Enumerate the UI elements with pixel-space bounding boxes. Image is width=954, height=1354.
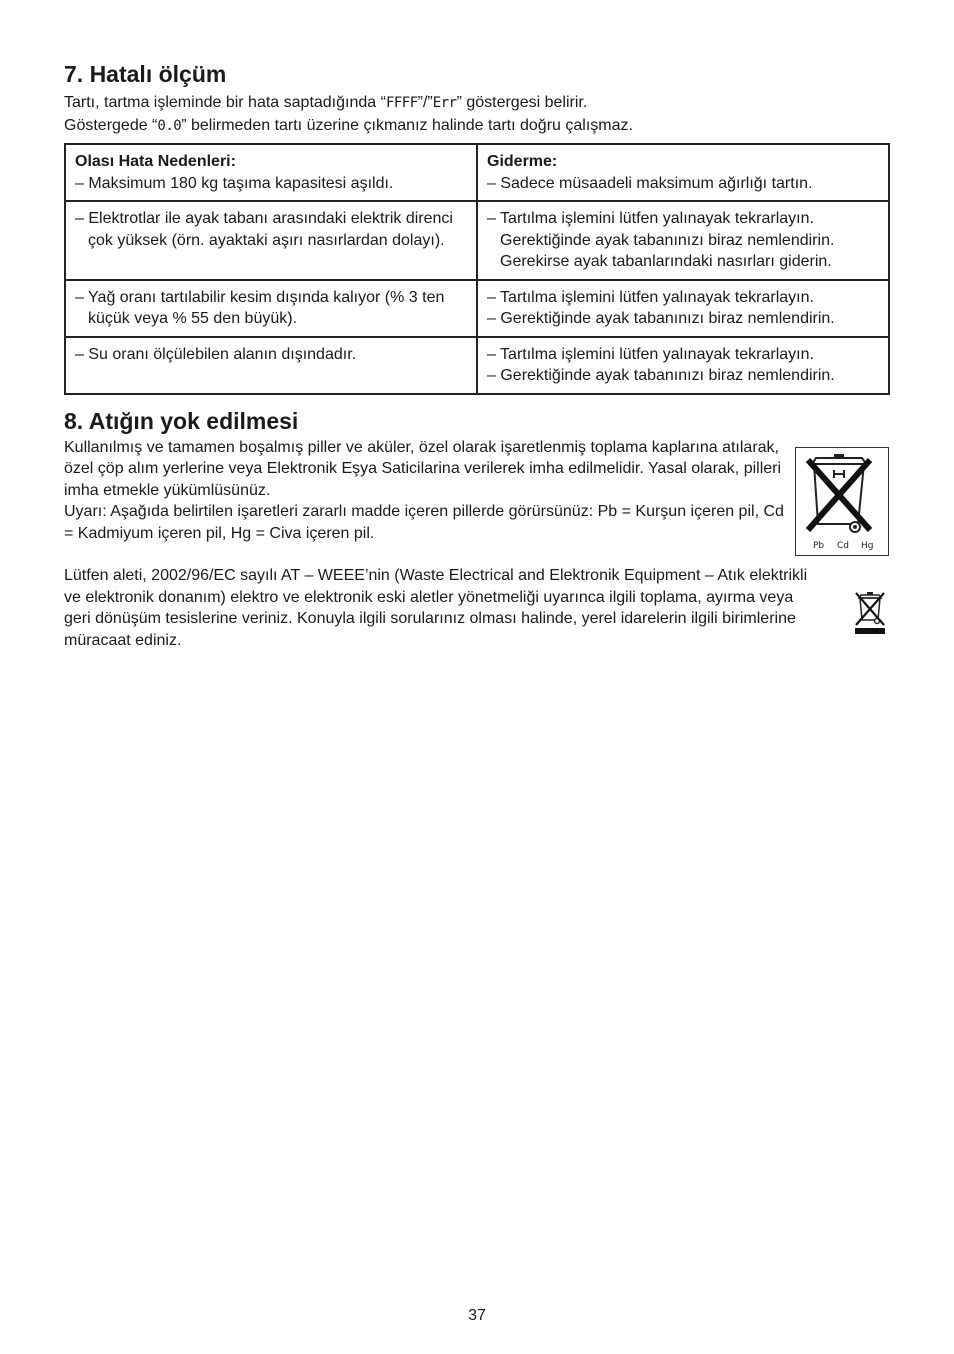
weee-bin-icon xyxy=(852,587,888,635)
section-8-body xyxy=(64,437,890,652)
table-cell-remedy xyxy=(477,201,889,280)
cause-text: – Su oranı ölçülebilen alanın dışındadır. xyxy=(75,345,357,363)
manual-page xyxy=(64,60,890,651)
table-cell-remedy xyxy=(477,280,889,337)
remedy-text: – Gerektiğinde ayak tabanınızı biraz nemlendirin. xyxy=(487,310,835,327)
battery-warning-paragraph: Uyarı: Aşağıda belirtilen işaretleri zararlı madde içeren pillerde görürsünüz: Pb = Kurşun içeren pil, Cd = Kadmiyum içeren pil, Hg = Civa içeren pil. xyxy=(64,503,784,542)
weee-paragraph: Lütfen aleti, 2002/96/EC sayılı AT – WEEE’nin (Waste Electrical and Elektronik Equipment – Atık elektrikli ve elektronik donanım) elektro ve elektronik eski aletler yönetmeliği uyarınca ilgili toplama, ayırma veya geri dönüşüm tesislerine veriniz. Konuyla ilgili sorularınız olması halinde, yerel idarelerin ilgili birimlerine müracaat ediniz. xyxy=(64,567,808,649)
section-7-intro-line2 xyxy=(64,115,890,138)
cause-text: – Elektrotlar ile ayak tabanı arasındaki elektrik direnci çok yüksek (örn. ayaktaki aşırı nasırlardan dolayı). xyxy=(75,210,453,249)
battery-bin-icon xyxy=(795,447,889,556)
section-7-title: 7. Hatalı ölçüm xyxy=(64,61,227,87)
cause-text: – Yağ oranı tartılabilir kesim dışında kalıyor (% 3 ten küçük veya % 55 den büyük). xyxy=(75,288,445,327)
battery-bin-graphic xyxy=(796,448,888,555)
remedy-text: – Gerektiğinde ayak tabanınızı biraz nemlendirin. xyxy=(487,367,835,384)
remedy-text: – Tartılma işlemini lütfen yalınayak tekrarlayın. xyxy=(487,288,814,306)
section-8-title: 8. Atığın yok edilmesi xyxy=(64,407,299,434)
hg-label: Hg xyxy=(861,540,874,551)
page-number: 37 xyxy=(468,1307,486,1324)
pb-label: Pb xyxy=(813,540,825,551)
table-row xyxy=(65,337,889,394)
intro-text: ”/” xyxy=(417,94,433,111)
battery-disposal-paragraph: Kullanılmış ve tamamen boşalmış piller ve aküler, özel olarak işaretlenmiş toplama kaplarına atılarak, özel çöp alım yerlerine veya Elektronik Eşya Saticilarina verilerek imha edilmelidir. Yasal olarak, pilleri imha etmekle yükümlüsünüz. xyxy=(64,438,782,499)
display-code-ffff: FFFF xyxy=(385,95,418,111)
display-code-err: Err xyxy=(432,95,457,111)
table-cell-causes xyxy=(65,280,477,337)
remedy-text: – Tartılma işlemini lütfen yalınayak tekrarlayın. Gerektiğinde ayak tabanınızı biraz nemlendirin. Gerekirse ayak tabanlarındaki nasırları giderin. xyxy=(487,210,835,270)
remedy-text: – Tartılma işlemini lütfen yalınayak tekrarlayın. xyxy=(487,345,814,363)
cd-label: Cd xyxy=(837,540,849,551)
display-code-zero: 0.0 xyxy=(157,117,182,134)
table-cell-remedy xyxy=(477,337,889,394)
table-row xyxy=(65,280,889,337)
intro-text: Tartı, tartma işleminde bir hata saptadığında “ xyxy=(64,94,386,111)
table-cell-causes xyxy=(65,144,477,201)
table-cell-remedy xyxy=(477,144,889,201)
table-row xyxy=(65,201,889,280)
intro-text: Göstergede “ xyxy=(64,116,158,134)
intro-text: ” belirmeden tartı üzerine çıkmanız halinde tartı doğru çalışmaz. xyxy=(181,116,633,134)
remedy-text: – Sadece müsaadeli maksimum ağırlığı tartın. xyxy=(487,174,813,192)
table-row xyxy=(65,144,889,201)
cause-text: – Maksimum 180 kg taşıma kapasitesi aşıldı. xyxy=(75,174,394,192)
table-cell-causes xyxy=(65,337,477,394)
intro-text: ” göstergesi belirir. xyxy=(456,94,588,111)
weee-bin-graphic xyxy=(852,587,888,635)
error-table xyxy=(64,143,890,395)
column-header-remedy: Giderme: xyxy=(487,153,558,170)
section-7-intro-line1 xyxy=(64,92,890,115)
column-header-causes: Olası Hata Nedenleri: xyxy=(75,153,236,170)
table-cell-causes xyxy=(65,201,477,280)
